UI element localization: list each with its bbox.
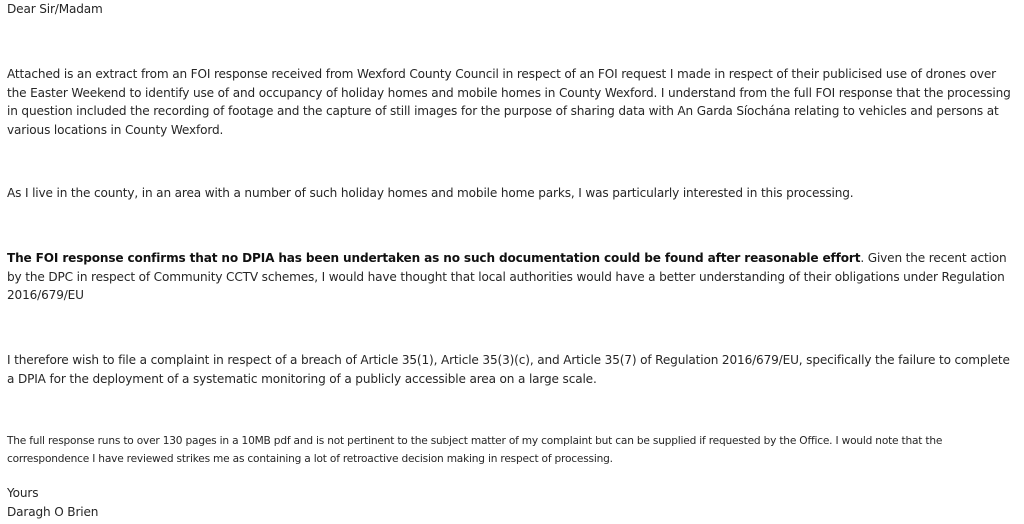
signoff-block — [7, 484, 1017, 521]
paragraph-no-dpia-rest: . Given the recent action by the DPC in respect of Community CCTV schemes, I would have thought that local authorities would have a better understanding of their obligations under Regulation 2016/679/EU — [7, 251, 1007, 302]
closing-word: Yours — [7, 486, 39, 500]
paragraph-complaint: I therefore wish to file a complaint in respect of a breach of Article 35(1), Article 35(3)(c), and Article 35(7) of Regulation 2016/679/EU, specifically the failure to complete a DPIA for the deployment of a systematic monitoring of a publicly accessible area on a large scale. — [7, 353, 1010, 386]
paragraph-foi-extract: Attached is an extract from an FOI response received from Wexford County Council in respect of an FOI request I made in respect of their publicised use of drones over the Easter Weekend to identify use of and occupancy of holiday homes and mobile homes in County Wexford. I understand from the full FOI response that the processing in question included the recording of footage and the capture of still images for the purpose of sharing data with An Garda Síochána relating to vehicles and persons at various locations in County Wexford. — [7, 67, 1011, 137]
paragraph-no-dpia-bold: The FOI response confirms that no DPIA has been undertaken as no such documentation could be found after reasonable effort — [7, 251, 861, 265]
greeting: Dear Sir/Madam — [7, 2, 103, 16]
paragraph-resident-interest: As I live in the county, in an area with a number of such holiday homes and mobile home parks, I was particularly interested in this processing. — [7, 186, 854, 200]
paragraph-no-dpia — [7, 249, 1017, 305]
signature-name: Daragh O Brien — [7, 504, 99, 519]
paragraph-full-response-note: The full response runs to over 130 pages in a 10MB pdf and is not pertinent to the subject matter of my complaint but can be supplied if requested by the Office. I would note that the correspondence I have reviewed strikes me as containing a lot of retroactive decision making in respect of processing. — [7, 435, 943, 465]
